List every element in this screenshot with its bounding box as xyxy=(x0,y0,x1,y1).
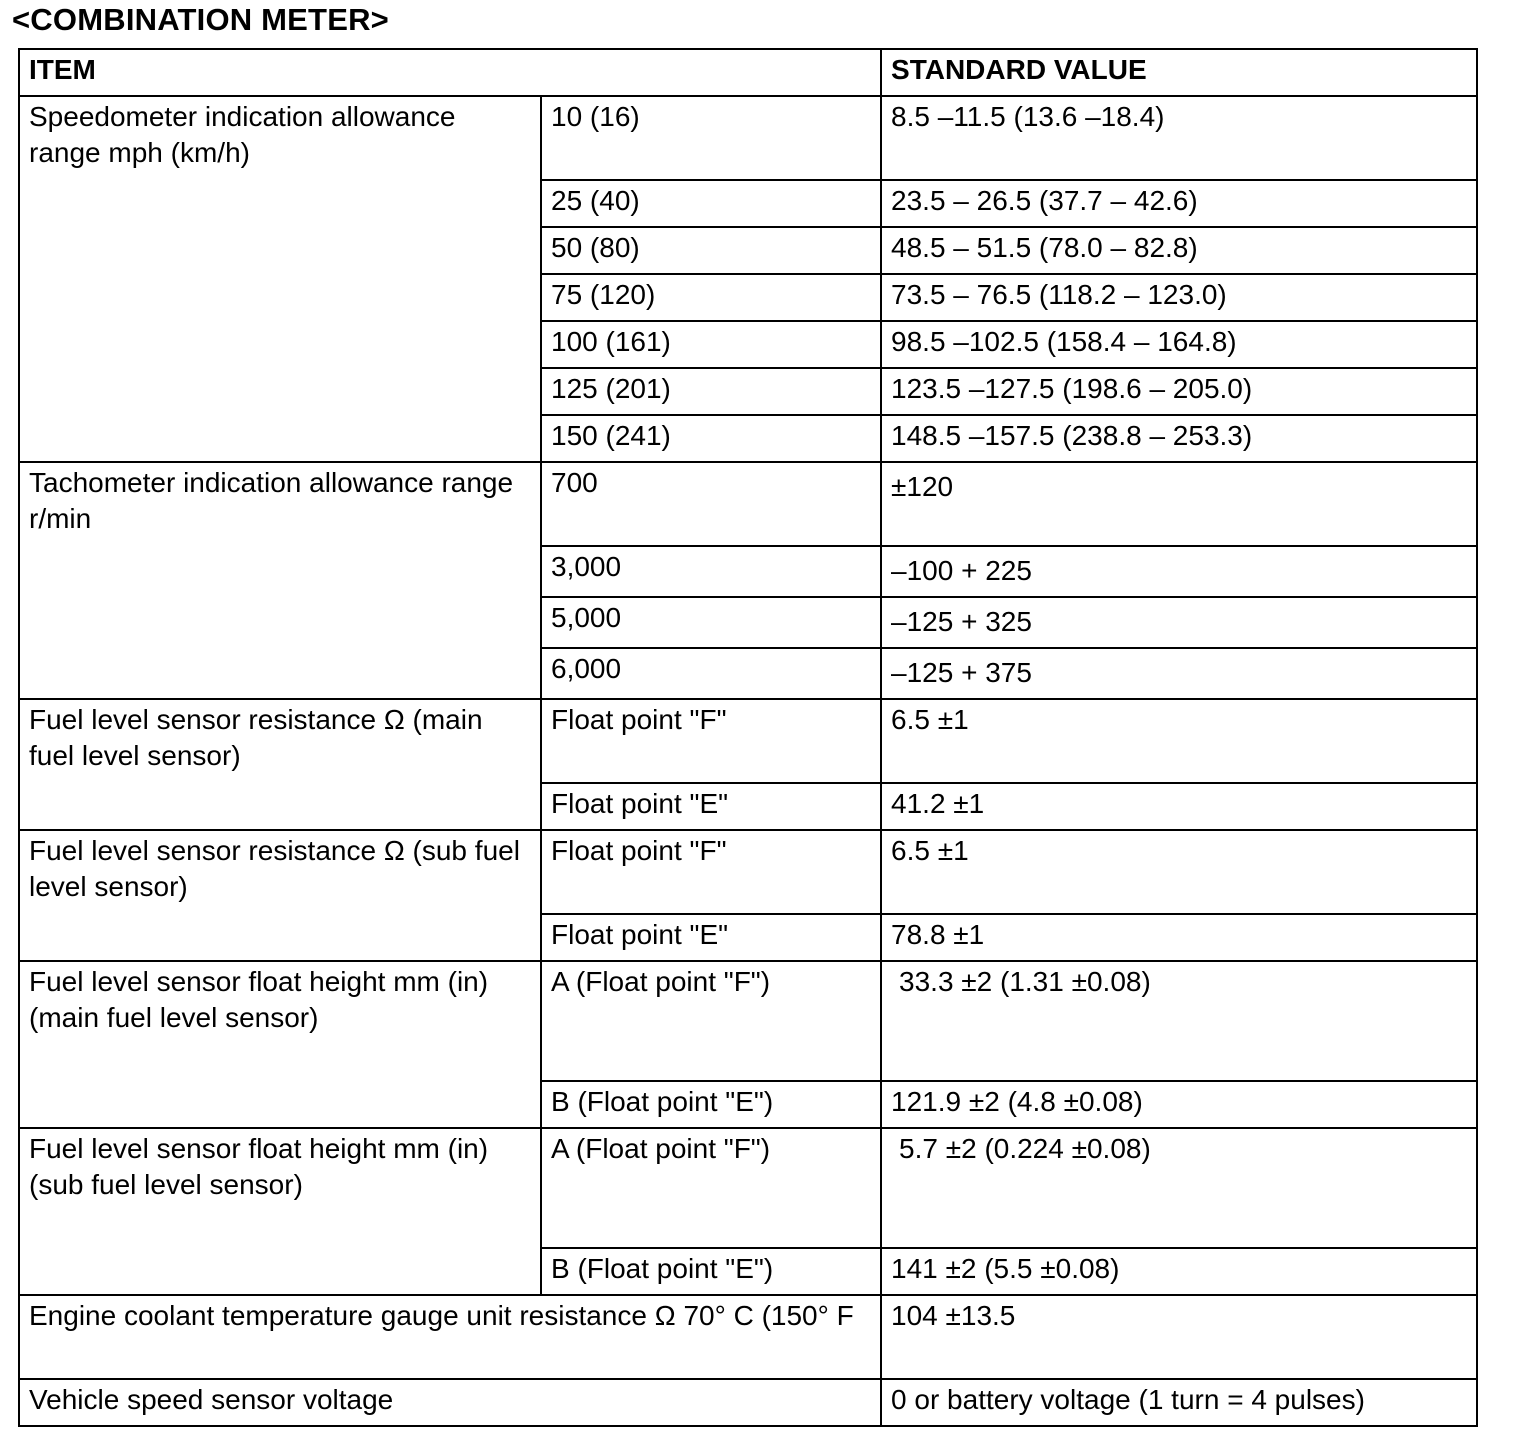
table-row xyxy=(19,699,1477,783)
item-float-height-main: Fuel level sensor float height mm (in) (main fuel level sensor) xyxy=(19,961,541,1128)
value-cell: 23.5 – 26.5 (37.7 – 42.6) xyxy=(881,180,1477,227)
condition-cell: 700 xyxy=(541,462,881,546)
value-cell: 48.5 – 51.5 (78.0 – 82.8) xyxy=(881,227,1477,274)
value-cell: 0 or battery voltage (1 turn = 4 pulses) xyxy=(881,1379,1477,1426)
value-cell: 104 ±13.5 xyxy=(881,1295,1477,1379)
condition-cell: 75 (120) xyxy=(541,274,881,321)
value-cell: 98.5 –102.5 (158.4 – 164.8) xyxy=(881,321,1477,368)
value-cell: 121.9 ±2 (4.8 ±0.08) xyxy=(881,1081,1477,1128)
table-row xyxy=(19,961,1477,1081)
value-cell: 5.7 ±2 (0.224 ±0.08) xyxy=(881,1128,1477,1248)
condition-cell: 150 (241) xyxy=(541,415,881,462)
condition-cell: Float point "E" xyxy=(541,914,881,961)
item-fuel-resistance-sub: Fuel level sensor resistance Ω (sub fuel level sensor) xyxy=(19,830,541,961)
value-cell: 78.8 ±1 xyxy=(881,914,1477,961)
condition-cell: A (Float point "F") xyxy=(541,961,881,1081)
condition-cell: B (Float point "E") xyxy=(541,1081,881,1128)
value-cell: 41.2 ±1 xyxy=(881,783,1477,830)
standard-value-table xyxy=(18,48,1478,1427)
value-cell: 141 ±2 (5.5 ±0.08) xyxy=(881,1248,1477,1295)
page-title: <COMBINATION METER> xyxy=(12,2,389,37)
condition-cell: 25 (40) xyxy=(541,180,881,227)
table-row xyxy=(19,1295,1477,1379)
value-cell: –100 + 225 xyxy=(881,546,1477,597)
value-cell: 8.5 –11.5 (13.6 –18.4) xyxy=(881,96,1477,180)
value-cell: 123.5 –127.5 (198.6 – 205.0) xyxy=(881,368,1477,415)
table-row xyxy=(19,1128,1477,1248)
value-cell: –125 + 325 xyxy=(881,597,1477,648)
table-row xyxy=(19,96,1477,180)
item-vehicle-speed-sensor: Vehicle speed sensor voltage xyxy=(19,1379,881,1426)
value-cell: 33.3 ±2 (1.31 ±0.08) xyxy=(881,961,1477,1081)
item-tachometer: Tachometer indication allowance range r/min xyxy=(19,462,541,699)
value-cell: 148.5 –157.5 (238.8 – 253.3) xyxy=(881,415,1477,462)
condition-cell: 3,000 xyxy=(541,546,881,597)
condition-cell: 6,000 xyxy=(541,648,881,699)
table-row xyxy=(19,462,1477,546)
value-cell: –125 + 375 xyxy=(881,648,1477,699)
condition-cell: B (Float point "E") xyxy=(541,1248,881,1295)
value-cell: 73.5 – 76.5 (118.2 – 123.0) xyxy=(881,274,1477,321)
table-header-row xyxy=(19,49,1477,96)
value-cell: ±120 xyxy=(881,462,1477,546)
condition-cell: 125 (201) xyxy=(541,368,881,415)
header-item: ITEM xyxy=(19,49,881,96)
condition-cell: Float point "F" xyxy=(541,699,881,783)
item-fuel-resistance-main: Fuel level sensor resistance Ω (main fuel level sensor) xyxy=(19,699,541,830)
condition-cell: 10 (16) xyxy=(541,96,881,180)
condition-cell: 5,000 xyxy=(541,597,881,648)
value-cell: 6.5 ±1 xyxy=(881,699,1477,783)
condition-cell: A (Float point "F") xyxy=(541,1128,881,1248)
value-cell: 6.5 ±1 xyxy=(881,830,1477,914)
header-standard-value: STANDARD VALUE xyxy=(881,49,1477,96)
condition-cell: 50 (80) xyxy=(541,227,881,274)
condition-cell: Float point "E" xyxy=(541,783,881,830)
table-row xyxy=(19,1379,1477,1426)
condition-cell: Float point "F" xyxy=(541,830,881,914)
item-float-height-sub: Fuel level sensor float height mm (in) (sub fuel level sensor) xyxy=(19,1128,541,1295)
table-row xyxy=(19,830,1477,914)
condition-cell: 100 (161) xyxy=(541,321,881,368)
item-coolant-gauge: Engine coolant temperature gauge unit resistance Ω 70° C (150° F xyxy=(19,1295,881,1379)
item-speedometer: Speedometer indication allowance range mph (km/h) xyxy=(19,96,541,462)
